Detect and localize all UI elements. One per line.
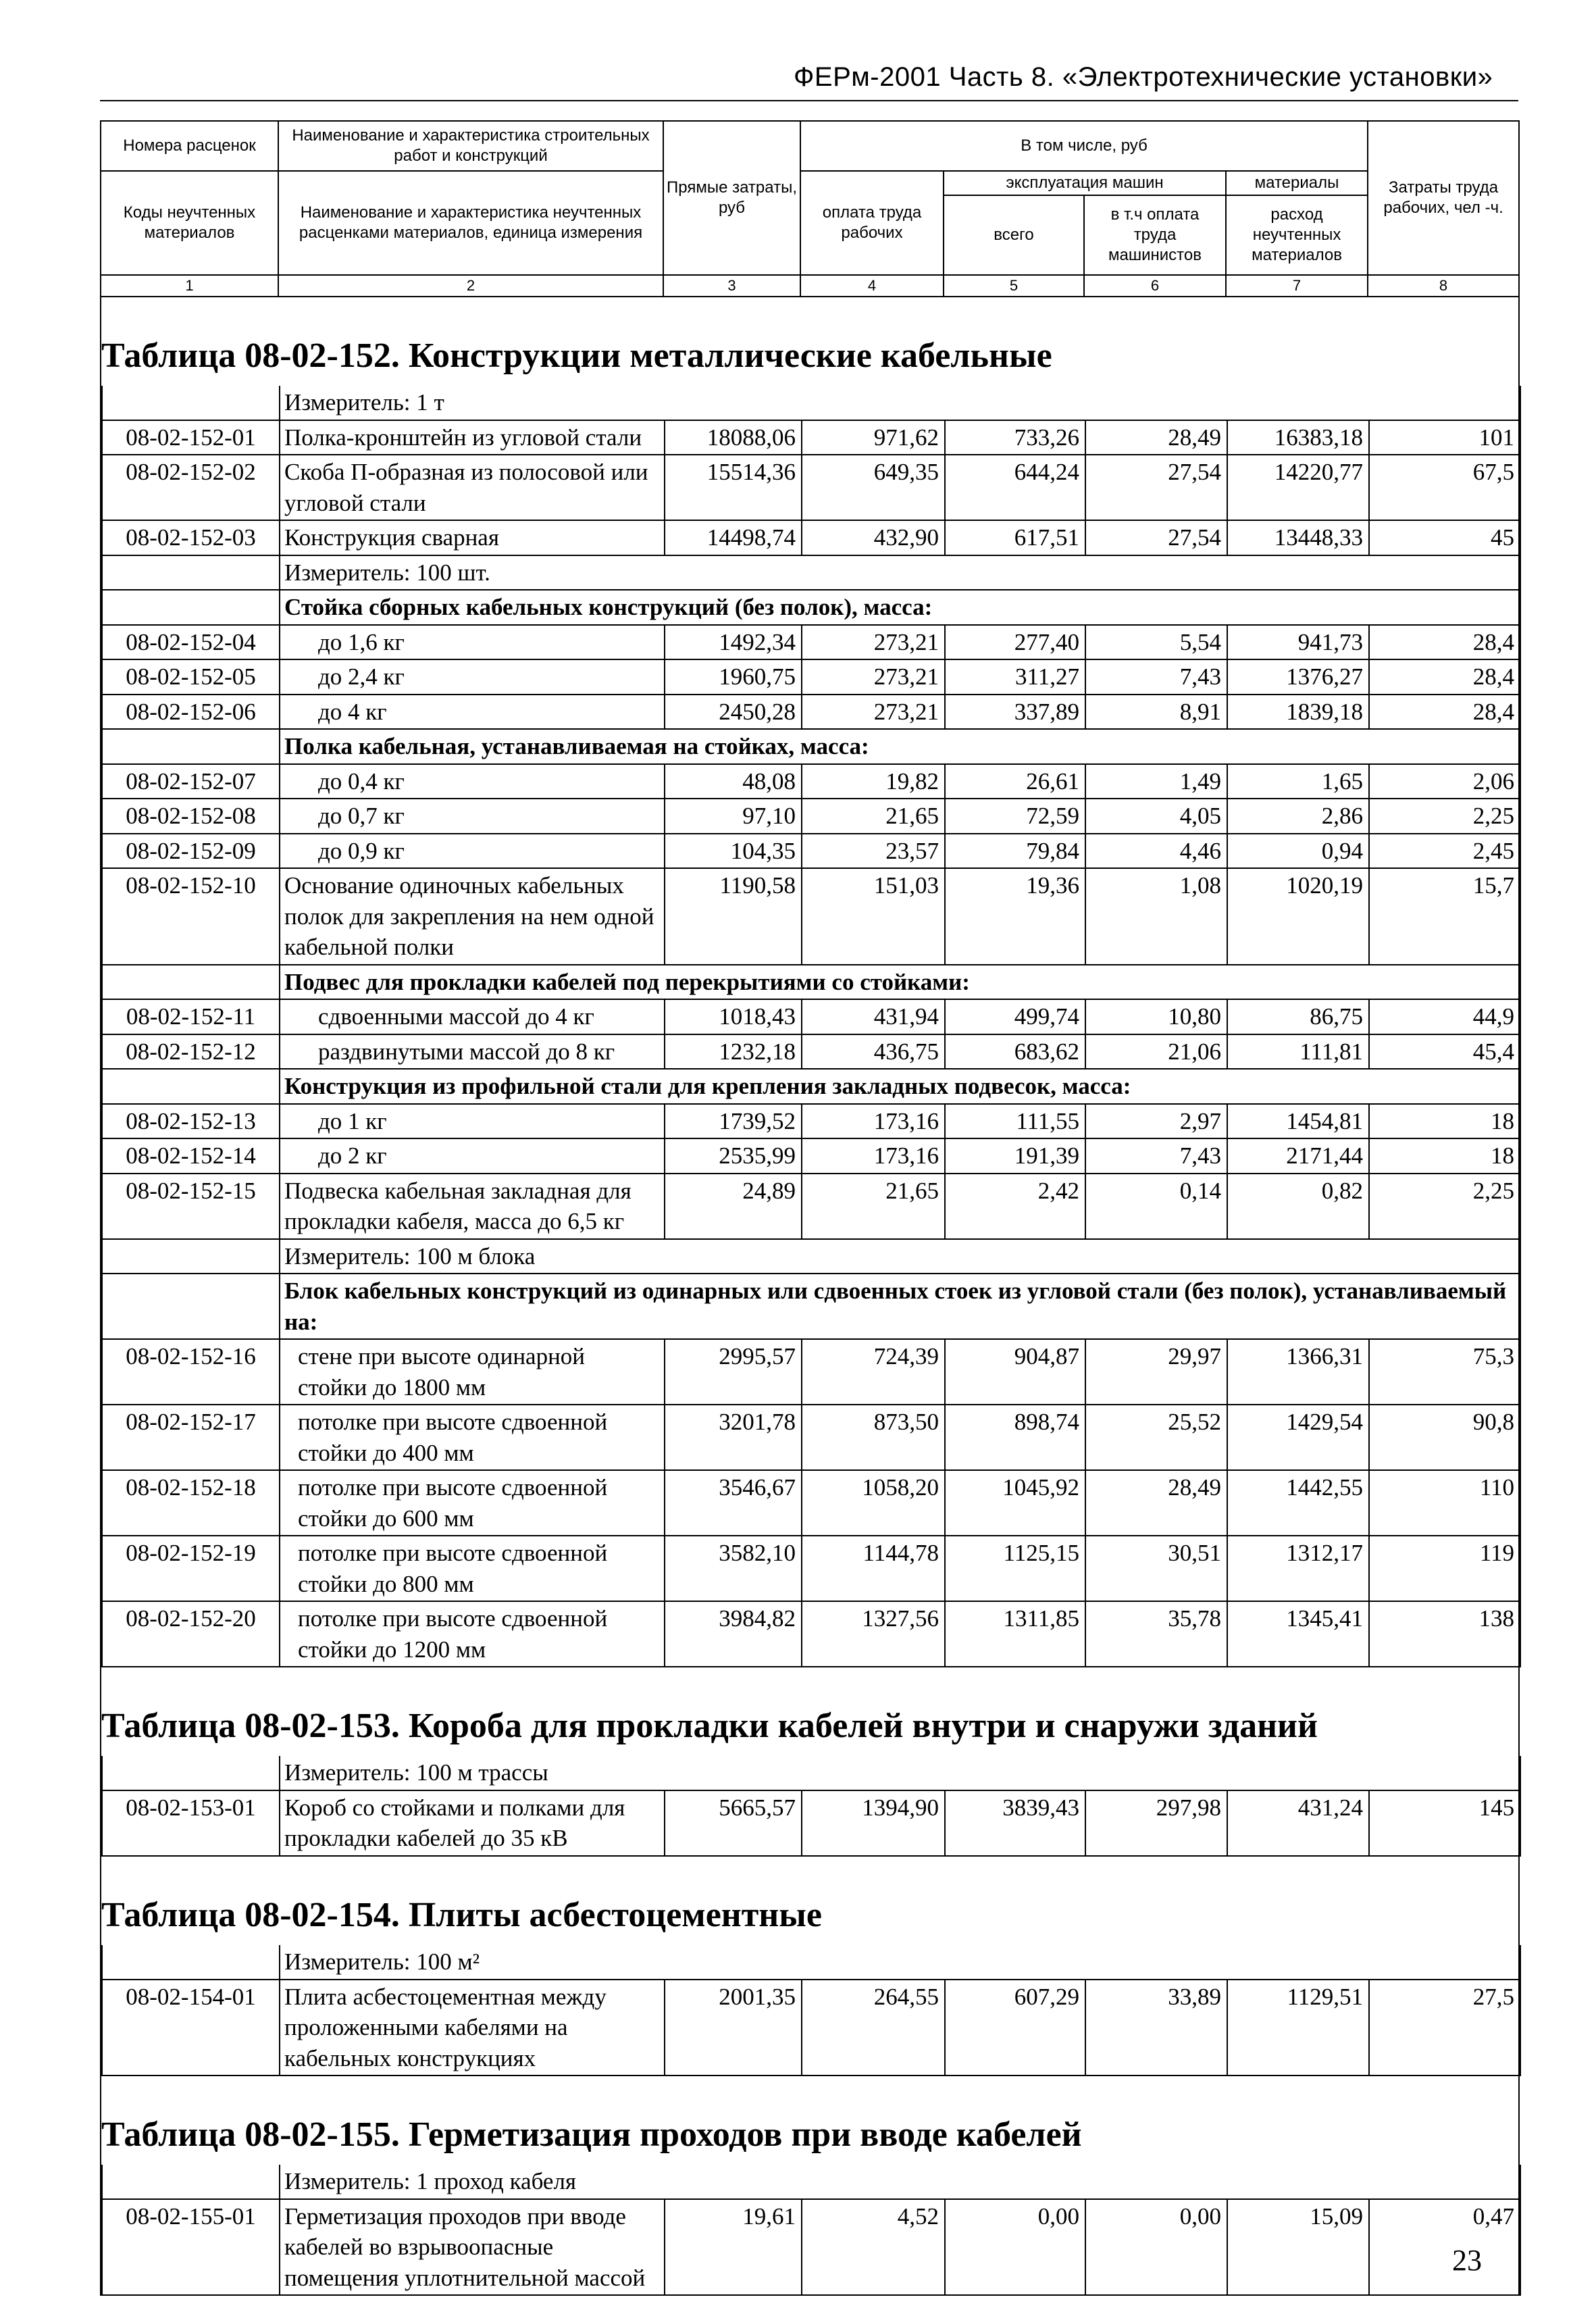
labor-value: 15,7 xyxy=(1369,868,1520,965)
column-number: 2 xyxy=(278,275,663,297)
rate-name: Скоба П-образная из полосовой или угловой стали xyxy=(280,455,665,520)
rate-name: до 4 кг xyxy=(280,695,665,730)
rate-code: 08-02-152-17 xyxy=(102,1405,280,1470)
group-heading-row xyxy=(102,965,1520,1000)
header-rate-numbers: Номера расценок xyxy=(101,121,278,171)
materials-value: 1429,54 xyxy=(1227,1405,1369,1470)
machines-total-value: 904,87 xyxy=(945,1339,1085,1405)
machines-total-value: 311,27 xyxy=(945,659,1085,695)
rate-row xyxy=(102,799,1520,834)
measure-row xyxy=(102,386,1520,420)
machines-total-value: 26,61 xyxy=(945,764,1085,799)
rate-code: 08-02-155-01 xyxy=(102,2199,280,2296)
materials-value: 431,24 xyxy=(1227,1790,1369,1856)
machinist-wages-value: 29,97 xyxy=(1085,1339,1227,1405)
rate-code: 08-02-152-13 xyxy=(102,1104,280,1139)
rate-name: раздвинутыми массой до 8 кг xyxy=(280,1034,665,1070)
wages-value: 273,21 xyxy=(802,625,945,660)
machines-total-value: 2,42 xyxy=(945,1174,1085,1239)
rate-code: 08-02-152-16 xyxy=(102,1339,280,1405)
wages-value: 273,21 xyxy=(802,659,945,695)
rate-row xyxy=(102,520,1520,555)
header-machines-total: всего xyxy=(944,195,1084,275)
table-title: Таблица 08-02-154. Плиты асбестоцементные xyxy=(101,1895,822,1934)
header-materials: материалы xyxy=(1226,171,1368,195)
labor-value: 2,25 xyxy=(1369,1174,1520,1239)
direct-costs-value: 104,35 xyxy=(665,834,802,869)
measure-label: Измеритель: 1 т xyxy=(280,386,1520,420)
labor-value: 75,3 xyxy=(1369,1339,1520,1405)
rates-table xyxy=(101,1756,1521,1857)
rate-code: 08-02-152-18 xyxy=(102,1470,280,1536)
header-machines: эксплуатация машин xyxy=(944,171,1226,195)
rate-name: Основание одиночных кабельных полок для закрепления на нем одной кабельной полки xyxy=(280,868,665,965)
rate-row xyxy=(102,2199,1520,2296)
rate-code: 08-02-152-20 xyxy=(102,1601,280,1667)
direct-costs-value: 97,10 xyxy=(665,799,802,834)
materials-value: 1312,17 xyxy=(1227,1536,1369,1601)
measure-label: Измеритель: 100 шт. xyxy=(280,555,1520,590)
rates-table xyxy=(101,386,1521,1667)
materials-value: 0,82 xyxy=(1227,1174,1369,1239)
wages-value: 264,55 xyxy=(802,1980,945,2076)
materials-value: 1020,19 xyxy=(1227,868,1369,965)
measure-row xyxy=(102,1756,1520,1790)
rate-row xyxy=(102,420,1520,455)
page-number: 23 xyxy=(1452,2244,1482,2277)
rate-table-section xyxy=(101,297,1520,1667)
column-number-row xyxy=(101,275,1519,297)
header-including: В том числе, руб xyxy=(800,121,1368,171)
machinist-wages-value: 0,14 xyxy=(1085,1174,1227,1239)
wages-value: 23,57 xyxy=(802,834,945,869)
labor-value: 119 xyxy=(1369,1536,1520,1601)
labor-value: 45,4 xyxy=(1369,1034,1520,1070)
machinist-wages-value: 27,54 xyxy=(1085,520,1227,555)
machinist-wages-value: 1,49 xyxy=(1085,764,1227,799)
machinist-wages-value: 28,49 xyxy=(1085,1470,1227,1536)
labor-value: 110 xyxy=(1369,1470,1520,1536)
running-head: ФЕРм-2001 Часть 8. «Электротехнические установки» xyxy=(794,62,1493,92)
machinist-wages-value: 0,00 xyxy=(1085,2199,1227,2296)
rate-name: до 0,4 кг xyxy=(280,764,665,799)
table-title: Таблица 08-02-152. Конструкции металлические кабельные xyxy=(101,336,1052,375)
rate-code: 08-02-152-02 xyxy=(102,455,280,520)
rate-name: потолке при высоте сдвоенной стойки до 1200 мм xyxy=(280,1601,665,1667)
materials-value: 13448,33 xyxy=(1227,520,1369,555)
labor-value: 18 xyxy=(1369,1138,1520,1174)
machines-total-value: 1045,92 xyxy=(945,1470,1085,1536)
rate-code: 08-02-152-15 xyxy=(102,1174,280,1239)
column-number: 7 xyxy=(1226,275,1368,297)
machines-total-value: 644,24 xyxy=(945,455,1085,520)
materials-value: 2,86 xyxy=(1227,799,1369,834)
rate-name: до 0,7 кг xyxy=(280,799,665,834)
group-heading-row xyxy=(102,1274,1520,1339)
labor-value: 27,5 xyxy=(1369,1980,1520,2076)
measure-row xyxy=(102,1239,1520,1274)
column-number: 5 xyxy=(944,275,1084,297)
rate-name: до 2 кг xyxy=(280,1138,665,1174)
machinist-wages-value: 33,89 xyxy=(1085,1980,1227,2076)
rate-row xyxy=(102,1034,1520,1070)
direct-costs-value: 19,61 xyxy=(665,2199,802,2296)
header-unaccounted-materials: расход неучтенных материалов xyxy=(1226,195,1368,275)
materials-value: 15,09 xyxy=(1227,2199,1369,2296)
header-labor: Затраты труда рабочих, чел -ч. xyxy=(1368,121,1519,275)
rate-row xyxy=(102,834,1520,869)
group-heading: Подвес для прокладки кабелей под перекрытиями со стойками: xyxy=(280,965,1520,1000)
header-material-codes: Коды неучтенных материалов xyxy=(101,171,278,275)
wages-value: 1394,90 xyxy=(802,1790,945,1856)
labor-value: 2,06 xyxy=(1369,764,1520,799)
direct-costs-value: 48,08 xyxy=(665,764,802,799)
materials-value: 1,65 xyxy=(1227,764,1369,799)
group-heading: Полка кабельная, устанавливаемая на стойках, масса: xyxy=(280,729,1520,764)
rate-name: до 1,6 кг xyxy=(280,625,665,660)
rate-code: 08-02-152-19 xyxy=(102,1536,280,1601)
rate-code: 08-02-152-06 xyxy=(102,695,280,730)
machines-total-value: 1311,85 xyxy=(945,1601,1085,1667)
materials-value: 1345,41 xyxy=(1227,1601,1369,1667)
wages-value: 273,21 xyxy=(802,695,945,730)
rate-row xyxy=(102,1104,1520,1139)
direct-costs-value: 24,89 xyxy=(665,1174,802,1239)
rate-tables xyxy=(100,297,1520,2296)
measure-spacer xyxy=(102,1756,280,1790)
group-spacer xyxy=(102,729,280,764)
rate-code: 08-02-152-07 xyxy=(102,764,280,799)
labor-value: 2,25 xyxy=(1369,799,1520,834)
labor-value: 28,4 xyxy=(1369,695,1520,730)
direct-costs-value: 2450,28 xyxy=(665,695,802,730)
column-number: 4 xyxy=(800,275,944,297)
materials-value: 1376,27 xyxy=(1227,659,1369,695)
table-title: Таблица 08-02-153. Короба для прокладки кабелей внутри и снаружи зданий xyxy=(101,1707,1318,1746)
machines-total-value: 111,55 xyxy=(945,1104,1085,1139)
measure-spacer xyxy=(102,555,280,590)
wages-value: 21,65 xyxy=(802,799,945,834)
rate-name: до 1 кг xyxy=(280,1104,665,1139)
wages-value: 1327,56 xyxy=(802,1601,945,1667)
direct-costs-value: 18088,06 xyxy=(665,420,802,455)
rate-name: Короб со стойками и полками для прокладки кабелей до 35 кВ xyxy=(280,1790,665,1856)
direct-costs-value: 1492,34 xyxy=(665,625,802,660)
rate-code: 08-02-152-03 xyxy=(102,520,280,555)
measure-label: Измеритель: 100 м трассы xyxy=(280,1756,1520,1790)
rate-name: сдвоенными массой до 4 кг xyxy=(280,999,665,1034)
rate-code: 08-02-152-12 xyxy=(102,1034,280,1070)
machinist-wages-value: 28,49 xyxy=(1085,420,1227,455)
machines-total-value: 898,74 xyxy=(945,1405,1085,1470)
materials-value: 2171,44 xyxy=(1227,1138,1369,1174)
wages-value: 151,03 xyxy=(802,868,945,965)
header-machinist-wages: в т.ч оплата труда машинистов xyxy=(1084,195,1226,275)
wages-value: 1058,20 xyxy=(802,1470,945,1536)
group-heading: Блок кабельных конструкций из одинарных или сдвоенных стоек из угловой стали (без полок), устанавливаемый на: xyxy=(280,1274,1520,1339)
rate-row xyxy=(102,1138,1520,1174)
rate-code: 08-02-152-09 xyxy=(102,834,280,869)
direct-costs-value: 14498,74 xyxy=(665,520,802,555)
rate-row xyxy=(102,455,1520,520)
materials-value: 14220,77 xyxy=(1227,455,1369,520)
wages-value: 431,94 xyxy=(802,999,945,1034)
direct-costs-value: 3546,67 xyxy=(665,1470,802,1536)
machines-total-value: 277,40 xyxy=(945,625,1085,660)
group-spacer xyxy=(102,590,280,625)
rate-name: Подвеска кабельная закладная для прокладки кабеля, масса до 6,5 кг xyxy=(280,1174,665,1239)
wages-value: 173,16 xyxy=(802,1138,945,1174)
rate-name: до 2,4 кг xyxy=(280,659,665,695)
machinist-wages-value: 2,97 xyxy=(1085,1104,1227,1139)
labor-value: 0,47 xyxy=(1369,2199,1520,2296)
direct-costs-value: 5665,57 xyxy=(665,1790,802,1856)
wages-value: 4,52 xyxy=(802,2199,945,2296)
measure-spacer xyxy=(102,2165,280,2199)
rate-table-section xyxy=(101,1667,1520,1857)
rate-name: стене при высоте одинарной стойки до 1800 мм xyxy=(280,1339,665,1405)
direct-costs-value: 15514,36 xyxy=(665,455,802,520)
wages-value: 971,62 xyxy=(802,420,945,455)
wages-value: 436,75 xyxy=(802,1034,945,1070)
measure-row xyxy=(102,1945,1520,1980)
labor-value: 90,8 xyxy=(1369,1405,1520,1470)
rate-code: 08-02-152-08 xyxy=(102,799,280,834)
materials-value: 1129,51 xyxy=(1227,1980,1369,2076)
wages-value: 873,50 xyxy=(802,1405,945,1470)
machines-total-value: 19,36 xyxy=(945,868,1085,965)
measure-row xyxy=(102,555,1520,590)
column-number: 1 xyxy=(101,275,278,297)
materials-value: 0,94 xyxy=(1227,834,1369,869)
measure-spacer xyxy=(102,386,280,420)
machinist-wages-value: 8,91 xyxy=(1085,695,1227,730)
measure-label: Измеритель: 100 м блока xyxy=(280,1239,1520,1274)
materials-value: 1454,81 xyxy=(1227,1104,1369,1139)
machines-total-value: 79,84 xyxy=(945,834,1085,869)
wages-value: 173,16 xyxy=(802,1104,945,1139)
group-spacer xyxy=(102,1069,280,1104)
machinist-wages-value: 4,05 xyxy=(1085,799,1227,834)
wages-value: 432,90 xyxy=(802,520,945,555)
measure-row xyxy=(102,2165,1520,2199)
direct-costs-value: 3582,10 xyxy=(665,1536,802,1601)
rate-row xyxy=(102,695,1520,730)
machinist-wages-value: 4,46 xyxy=(1085,834,1227,869)
rate-name: Герметизация проходов при вводе кабелей во взрывоопасные помещения уплотнительной массой xyxy=(280,2199,665,2296)
machines-total-value: 733,26 xyxy=(945,420,1085,455)
labor-value: 138 xyxy=(1369,1601,1520,1667)
labor-value: 18 xyxy=(1369,1104,1520,1139)
labor-value: 28,4 xyxy=(1369,659,1520,695)
direct-costs-value: 2535,99 xyxy=(665,1138,802,1174)
labor-value: 101 xyxy=(1369,420,1520,455)
group-heading-row xyxy=(102,590,1520,625)
wages-value: 21,65 xyxy=(802,1174,945,1239)
materials-value: 1366,31 xyxy=(1227,1339,1369,1405)
group-heading: Стойка сборных кабельных конструкций (без полок), масса: xyxy=(280,590,1520,625)
rate-code: 08-02-152-14 xyxy=(102,1138,280,1174)
rate-row xyxy=(102,764,1520,799)
materials-value: 111,81 xyxy=(1227,1034,1369,1070)
machinist-wages-value: 30,51 xyxy=(1085,1536,1227,1601)
machines-total-value: 1125,15 xyxy=(945,1536,1085,1601)
rates-table xyxy=(101,2165,1521,2296)
machinist-wages-value: 297,98 xyxy=(1085,1790,1227,1856)
labor-value: 45 xyxy=(1369,520,1520,555)
labor-value: 67,5 xyxy=(1369,455,1520,520)
machines-total-value: 607,29 xyxy=(945,1980,1085,2076)
group-spacer xyxy=(102,965,280,1000)
rate-row xyxy=(102,1405,1520,1470)
rate-code: 08-02-153-01 xyxy=(102,1790,280,1856)
rate-code: 08-02-152-01 xyxy=(102,420,280,455)
header-material-name: Наименование и характеристика неучтенных расценками материалов, единица измерения xyxy=(278,171,663,275)
wages-value: 1144,78 xyxy=(802,1536,945,1601)
column-number: 6 xyxy=(1084,275,1226,297)
wages-value: 19,82 xyxy=(802,764,945,799)
measure-label: Измеритель: 100 м² xyxy=(280,1945,1520,1980)
materials-value: 941,73 xyxy=(1227,625,1369,660)
direct-costs-value: 1232,18 xyxy=(665,1034,802,1070)
machinist-wages-value: 10,80 xyxy=(1085,999,1227,1034)
rate-row xyxy=(102,999,1520,1034)
machinist-wages-value: 25,52 xyxy=(1085,1405,1227,1470)
header-wages: оплата труда рабочих xyxy=(800,171,944,275)
machines-total-value: 499,74 xyxy=(945,999,1085,1034)
rate-row xyxy=(102,659,1520,695)
direct-costs-value: 1190,58 xyxy=(665,868,802,965)
rate-name: Плита асбестоцементная между проложенными кабелями на кабельных конструкциях xyxy=(280,1980,665,2076)
direct-costs-value: 2995,57 xyxy=(665,1339,802,1405)
machinist-wages-value: 1,08 xyxy=(1085,868,1227,965)
materials-value: 86,75 xyxy=(1227,999,1369,1034)
rate-row xyxy=(102,625,1520,660)
direct-costs-value: 3984,82 xyxy=(665,1601,802,1667)
rate-code: 08-02-154-01 xyxy=(102,1980,280,2076)
rate-row xyxy=(102,1174,1520,1239)
rate-code: 08-02-152-05 xyxy=(102,659,280,695)
materials-value: 1442,55 xyxy=(1227,1470,1369,1536)
wages-value: 649,35 xyxy=(802,455,945,520)
machinist-wages-value: 21,06 xyxy=(1085,1034,1227,1070)
rate-name: потолке при высоте сдвоенной стойки до 400 мм xyxy=(280,1405,665,1470)
header-rule xyxy=(100,100,1518,101)
rate-name: Полка-кронштейн из угловой стали xyxy=(280,420,665,455)
labor-value: 2,45 xyxy=(1369,834,1520,869)
column-number: 8 xyxy=(1368,275,1519,297)
header-direct-costs: Прямые затраты, руб xyxy=(663,121,800,275)
machines-total-value: 3839,43 xyxy=(945,1790,1085,1856)
direct-costs-value: 3201,78 xyxy=(665,1405,802,1470)
rate-row xyxy=(102,868,1520,965)
column-number: 3 xyxy=(663,275,800,297)
rate-row xyxy=(102,1601,1520,1667)
rate-name: потолке при высоте сдвоенной стойки до 600 мм xyxy=(280,1470,665,1536)
group-heading-row xyxy=(102,1069,1520,1104)
direct-costs-value: 1739,52 xyxy=(665,1104,802,1139)
wages-value: 724,39 xyxy=(802,1339,945,1405)
machines-total-value: 617,51 xyxy=(945,520,1085,555)
rate-name: до 0,9 кг xyxy=(280,834,665,869)
machinist-wages-value: 5,54 xyxy=(1085,625,1227,660)
machines-total-value: 337,89 xyxy=(945,695,1085,730)
machines-total-value: 191,39 xyxy=(945,1138,1085,1174)
labor-value: 28,4 xyxy=(1369,625,1520,660)
rate-code: 08-02-152-04 xyxy=(102,625,280,660)
direct-costs-value: 2001,35 xyxy=(665,1980,802,2076)
rate-name: потолке при высоте сдвоенной стойки до 800 мм xyxy=(280,1536,665,1601)
machinist-wages-value: 27,54 xyxy=(1085,455,1227,520)
machines-total-value: 683,62 xyxy=(945,1034,1085,1070)
labor-value: 145 xyxy=(1369,1790,1520,1856)
direct-costs-value: 1960,75 xyxy=(665,659,802,695)
rate-row xyxy=(102,1790,1520,1856)
machines-total-value: 72,59 xyxy=(945,799,1085,834)
rate-name: Конструкция сварная xyxy=(280,520,665,555)
rate-code: 08-02-152-11 xyxy=(102,999,280,1034)
group-spacer xyxy=(102,1274,280,1339)
rate-table-section xyxy=(101,1857,1520,2076)
measure-label: Измеритель: 1 проход кабеля xyxy=(280,2165,1520,2199)
group-heading-row xyxy=(102,729,1520,764)
rate-row xyxy=(102,1339,1520,1405)
table-title: Таблица 08-02-155. Герметизация проходов при вводе кабелей xyxy=(101,2115,1082,2155)
header-work-name: Наименование и характеристика строительных работ и конструкций xyxy=(278,121,663,171)
rate-code: 08-02-152-10 xyxy=(102,868,280,965)
column-header-table xyxy=(100,120,1520,297)
machinist-wages-value: 7,43 xyxy=(1085,659,1227,695)
rate-row xyxy=(102,1470,1520,1536)
rates-table xyxy=(101,1945,1521,2076)
rate-row xyxy=(102,1980,1520,2076)
machines-total-value: 0,00 xyxy=(945,2199,1085,2296)
direct-costs-value: 1018,43 xyxy=(665,999,802,1034)
labor-value: 44,9 xyxy=(1369,999,1520,1034)
rate-table-section xyxy=(101,2076,1520,2296)
measure-spacer xyxy=(102,1239,280,1274)
group-heading: Конструкция из профильной стали для крепления закладных подвесок, масса: xyxy=(280,1069,1520,1104)
rate-row xyxy=(102,1536,1520,1601)
measure-spacer xyxy=(102,1945,280,1980)
materials-value: 1839,18 xyxy=(1227,695,1369,730)
machinist-wages-value: 7,43 xyxy=(1085,1138,1227,1174)
machinist-wages-value: 35,78 xyxy=(1085,1601,1227,1667)
materials-value: 16383,18 xyxy=(1227,420,1369,455)
